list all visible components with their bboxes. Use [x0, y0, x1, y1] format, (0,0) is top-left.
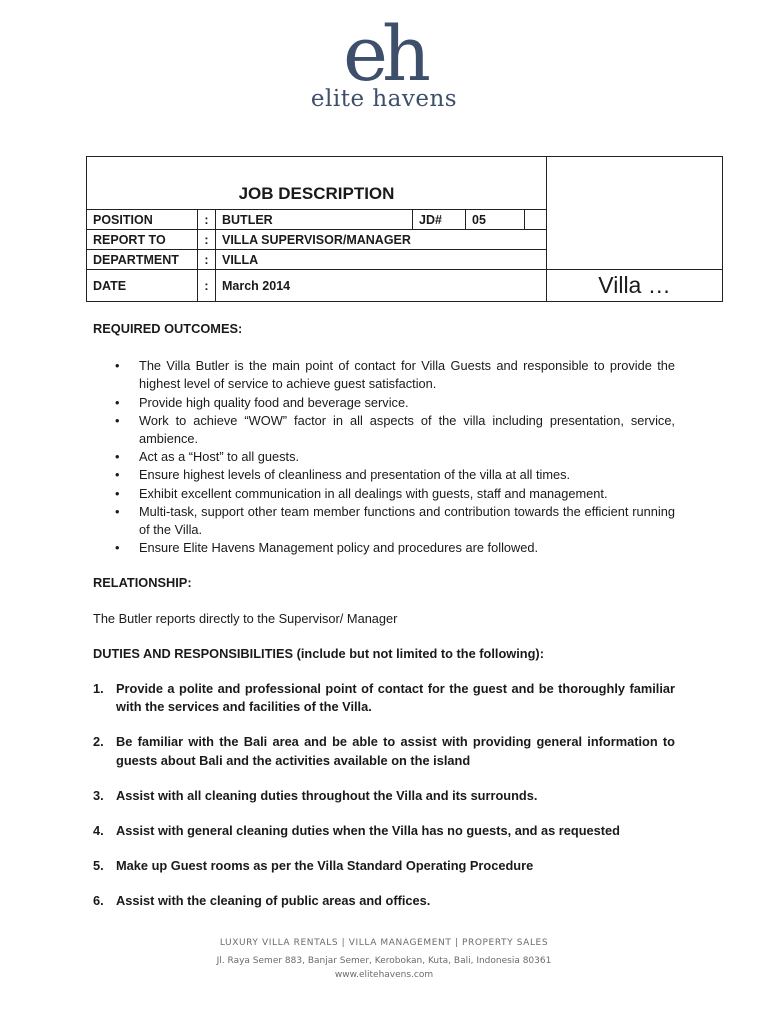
colon: :: [198, 270, 216, 302]
document-body: [93, 320, 675, 928]
report-to-value: VILLA SUPERVISOR/MANAGER: [216, 230, 547, 250]
item-number: 5.: [93, 858, 104, 874]
duties-list: [93, 680, 675, 911]
position-value: BUTLER: [216, 210, 413, 230]
item-number: 1.: [93, 681, 104, 697]
list-item-text: The Villa Butler is the main point of contact for Villa Guests and responsible to provide the highest level of service to achieve guest satisfaction.: [139, 358, 675, 392]
list-item: [115, 412, 675, 448]
bullet: •: [115, 503, 120, 519]
colon: :: [198, 250, 216, 270]
department-value: VILLA: [216, 250, 547, 270]
colon: :: [198, 210, 216, 230]
date-value: March 2014: [216, 270, 547, 302]
list-item: [93, 680, 675, 716]
item-number: 2.: [93, 734, 104, 750]
jd-label: JD#: [413, 210, 466, 230]
relationship-heading: RELATIONSHIP:: [93, 575, 192, 591]
company-logo: [0, 9, 768, 112]
report-to-label: REPORT TO: [87, 230, 198, 250]
bullet: •: [115, 412, 120, 428]
list-item-text: Exhibit excellent communication in all dealings with guests, staff and management.: [139, 485, 608, 501]
bullet: •: [115, 540, 120, 556]
colon: :: [198, 230, 216, 250]
list-item: [115, 448, 675, 466]
list-item-text: Work to achieve “WOW” factor in all aspects of the villa including presentation, service, ambience.: [139, 412, 675, 447]
list-item: [93, 892, 675, 910]
footer-website: www.elitehavens.com: [334, 970, 434, 980]
required-outcomes-heading: REQUIRED OUTCOMES:: [93, 321, 243, 336]
table-row: [87, 270, 723, 302]
list-item: [115, 503, 675, 539]
list-item: [115, 394, 675, 412]
list-item-text: Multi-task, support other team member functions and contribution towards the efficient running of the Villa.: [139, 503, 675, 538]
list-item-text: Be familiar with the Bali area and be able to assist with providing general information to guests about Bali and the activities available on the island: [116, 734, 675, 768]
list-item-text: Assist with the cleaning of public areas and offices.: [116, 893, 431, 909]
list-item: [93, 822, 675, 840]
list-item: [93, 857, 675, 875]
bullet: •: [115, 358, 120, 374]
item-number: 4.: [93, 823, 104, 839]
logo-monogram: eh: [343, 9, 425, 98]
list-item: [93, 787, 675, 805]
list-item-text: Ensure highest levels of cleanliness and presentation of the villa at all times.: [139, 467, 571, 483]
header-side-box: [547, 157, 723, 270]
list-item-text: Provide a polite and professional point of contact for the guest and be thoroughly familiar with the services and facilities of the Villa.: [116, 681, 675, 715]
bullet: •: [115, 394, 120, 410]
document-title: JOB DESCRIPTION: [87, 157, 547, 210]
list-item-text: Act as a “Host” to all guests.: [139, 449, 300, 465]
list-item-text: Assist with general cleaning duties when the Villa has no guests, and as requested: [116, 823, 620, 839]
footer-address: Jl. Raya Semer 883, Banjar Semer, Kerobokan, Kuta, Bali, Indonesia 80361: [216, 956, 552, 966]
page-footer: [0, 936, 768, 981]
bullet: •: [115, 467, 120, 483]
date-label: DATE: [87, 270, 198, 302]
list-item-text: Provide high quality food and beverage service.: [139, 394, 409, 410]
relationship-text: The Butler reports directly to the Supervisor/ Manager: [93, 610, 398, 626]
list-item: [115, 466, 675, 484]
bullet: •: [115, 449, 120, 465]
list-item: [93, 733, 675, 769]
list-item: [115, 539, 675, 557]
list-item: [115, 357, 675, 393]
villa-name-box: Villa …: [547, 270, 723, 302]
required-outcomes-list: [115, 357, 675, 557]
footer-services: LUXURY VILLA RENTALS | VILLA MANAGEMENT | PROPERTY SALES: [219, 938, 549, 948]
list-item-text: Assist with all cleaning duties throughout the Villa and its surrounds.: [116, 787, 538, 803]
list-item-text: Make up Guest rooms as per the Villa Standard Operating Procedure: [116, 858, 534, 874]
position-label: POSITION: [87, 210, 198, 230]
department-label: DEPARTMENT: [87, 250, 198, 270]
bullet: •: [115, 485, 120, 501]
logo-wordmark: elite havens: [310, 86, 458, 112]
job-header-table: [86, 156, 723, 302]
duties-heading: DUTIES AND RESPONSIBILITIES (include but not limited to the following):: [93, 645, 544, 661]
item-number: 6.: [93, 893, 104, 909]
empty-cell: [525, 210, 547, 230]
jd-value: 05: [466, 210, 525, 230]
item-number: 3.: [93, 787, 104, 803]
list-item-text: Ensure Elite Havens Management policy and procedures are followed.: [139, 540, 539, 556]
list-item: [115, 485, 675, 503]
